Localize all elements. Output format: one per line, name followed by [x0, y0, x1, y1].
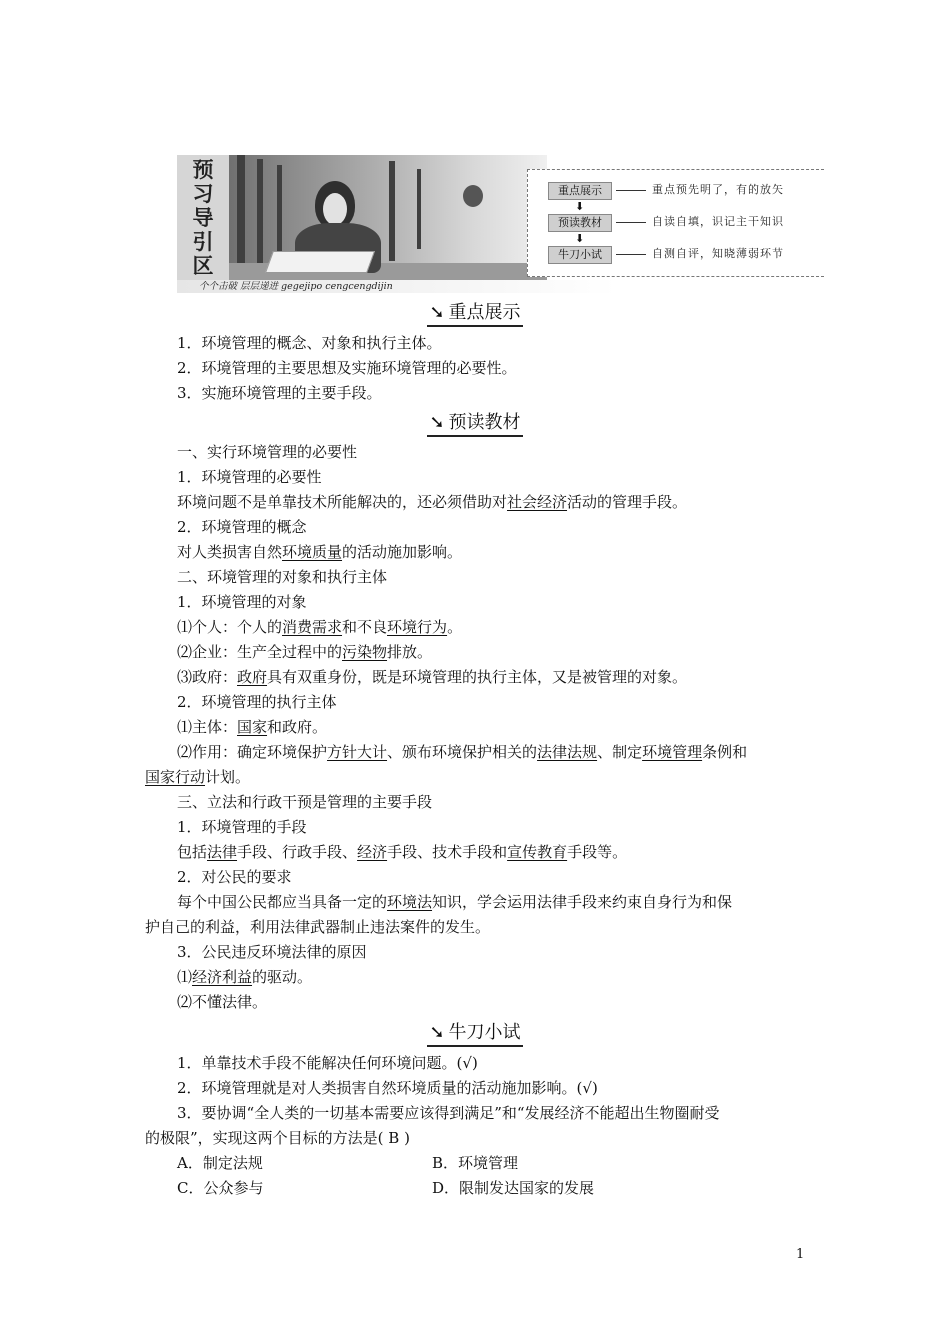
p3-2-text: 每个中国公民都应当具备一定的环境法知识，学会运用法律手段来约束自身行为和保	[177, 893, 733, 911]
arrow-icon: ➘	[429, 1022, 445, 1043]
section-heading-key-points: ➘ 重点展示	[0, 302, 950, 327]
part2-title: 二、环境管理的对象和执行主体	[177, 568, 388, 586]
p2-1-1-text: ⑴个人：个人的消费需求和不良环境行为。	[177, 618, 463, 636]
section-heading-reading: ➘ 预读教材	[0, 412, 950, 437]
quiz-question-3-cont: 的极限”，实现这两个目标的方法是( B )	[145, 1129, 410, 1147]
quiz-option-d: D．限制发达国家的发展	[432, 1179, 595, 1197]
down-arrow-icon: ⬇	[575, 200, 585, 213]
p2-2-2-text-cont: 国家行动计划。	[145, 768, 251, 786]
p2-2-1-text: ⑴主体：国家和政府。	[177, 718, 328, 736]
p3-1-title: 1．环境管理的手段	[177, 818, 307, 836]
page-number: 1	[796, 1247, 805, 1262]
p3-3-1-text: ⑴经济利益的驱动。	[177, 968, 313, 986]
blank-answer: 国家行动	[145, 768, 206, 786]
blank-answer: 经济利益	[192, 968, 253, 986]
p3-1-text: 包括法律手段、行政手段、经济手段、技术手段和宣传教育手段等。	[177, 843, 628, 861]
arrow-icon: ➘	[429, 302, 445, 323]
blank-answer: 法律法规	[537, 743, 598, 761]
blank-answer: 环境行为	[387, 618, 448, 636]
p1-1-text: 环境问题不是单靠技术所能解决的，还必须借助对社会经济活动的管理手段。	[177, 493, 688, 511]
blank-answer: 国家	[237, 718, 268, 736]
flow-box	[527, 169, 824, 277]
blank-answer: 环境法	[387, 893, 433, 911]
blank-answer: 环境管理	[642, 743, 703, 761]
flow-desc-quiz: 自测自评，知晓薄弱环节	[616, 246, 784, 262]
p3-2-text-cont: 护自己的利益，利用法律武器制止违法案件的发生。	[145, 918, 491, 936]
blank-answer: 污染物	[342, 643, 388, 661]
p2-2-2-text: ⑵作用：确定环境保护方针大计、颁布环境保护相关的法律法规、制定环境管理条例和	[177, 743, 748, 761]
part3-title: 三、立法和行政干预是管理的主要手段	[177, 793, 433, 811]
p3-3-2-text: ⑵不懂法律。	[177, 993, 268, 1011]
blank-answer: 政府	[237, 668, 268, 686]
quiz-option-b: B．环境管理	[432, 1154, 519, 1172]
banner-caption: 个个击破 层层递进 gegejipo cengcengdijin	[177, 280, 617, 293]
blank-answer: 法律	[207, 843, 238, 861]
p2-1-3-text: ⑶政府：政府具有双重身份，既是环境管理的执行主体，又是被管理的对象。	[177, 668, 688, 686]
flow-step-quiz: 牛刀小试	[548, 246, 612, 264]
open-book-icon	[265, 251, 375, 273]
flow-desc-reading: 自读自填，识记主干知识	[616, 214, 784, 230]
quiz-question-1: 1．单靠技术手段不能解决任何环境问题。(√)	[177, 1054, 478, 1072]
flow-desc-key-points: 重点预先明了，有的放矢	[616, 182, 784, 198]
section-heading-quiz: ➘ 牛刀小试	[0, 1022, 950, 1047]
key-point-2: 2．环境管理的主要思想及实施环境管理的必要性。	[177, 359, 517, 377]
part1-title: 一、实行环境管理的必要性	[177, 443, 358, 461]
arrow-icon: ➘	[429, 412, 445, 433]
quiz-question-3: 3．要协调“全人类的一切基本需要应该得到满足”和“发展经济不能超出生物圈耐受	[177, 1104, 720, 1122]
down-arrow-icon: ⬇	[575, 232, 585, 245]
blank-answer: 环境质量	[282, 543, 343, 561]
banner-title: 预 习 导 引 区	[177, 155, 229, 280]
p2-1-2-text: ⑵企业：生产全过程中的污染物排放。	[177, 643, 433, 661]
p3-3-title: 3．公民违反环境法律的原因	[177, 943, 367, 961]
library-reading-photo	[177, 155, 547, 280]
p1-2-title: 2．环境管理的概念	[177, 518, 307, 536]
blank-answer: 消费需求	[282, 618, 343, 636]
p1-2-text: 对人类损害自然环境质量的活动施加影响。	[177, 543, 463, 561]
quiz-option-a: A．制定法规	[177, 1154, 263, 1172]
blank-answer: 宣传教育	[507, 843, 568, 861]
flow-step-reading: 预读教材	[548, 214, 612, 232]
flow-step-key-points: 重点展示	[548, 182, 612, 200]
quiz-question-2: 2．环境管理就是对人类损害自然环境质量的活动施加影响。(√)	[177, 1079, 598, 1097]
p3-2-title: 2．对公民的要求	[177, 868, 292, 886]
blank-answer: 方针大计	[327, 743, 388, 761]
blank-answer: 社会经济	[507, 493, 568, 511]
quiz-option-c: C．公众参与	[177, 1179, 264, 1197]
p1-1-title: 1．环境管理的必要性	[177, 468, 322, 486]
key-point-1: 1．环境管理的概念、对象和执行主体。	[177, 334, 442, 352]
p2-1-title: 1．环境管理的对象	[177, 593, 307, 611]
p2-2-title: 2．环境管理的执行主体	[177, 693, 337, 711]
preview-guide-banner	[177, 155, 823, 293]
blank-answer: 经济	[357, 843, 388, 861]
key-point-3: 3．实施环境管理的主要手段。	[177, 384, 382, 402]
